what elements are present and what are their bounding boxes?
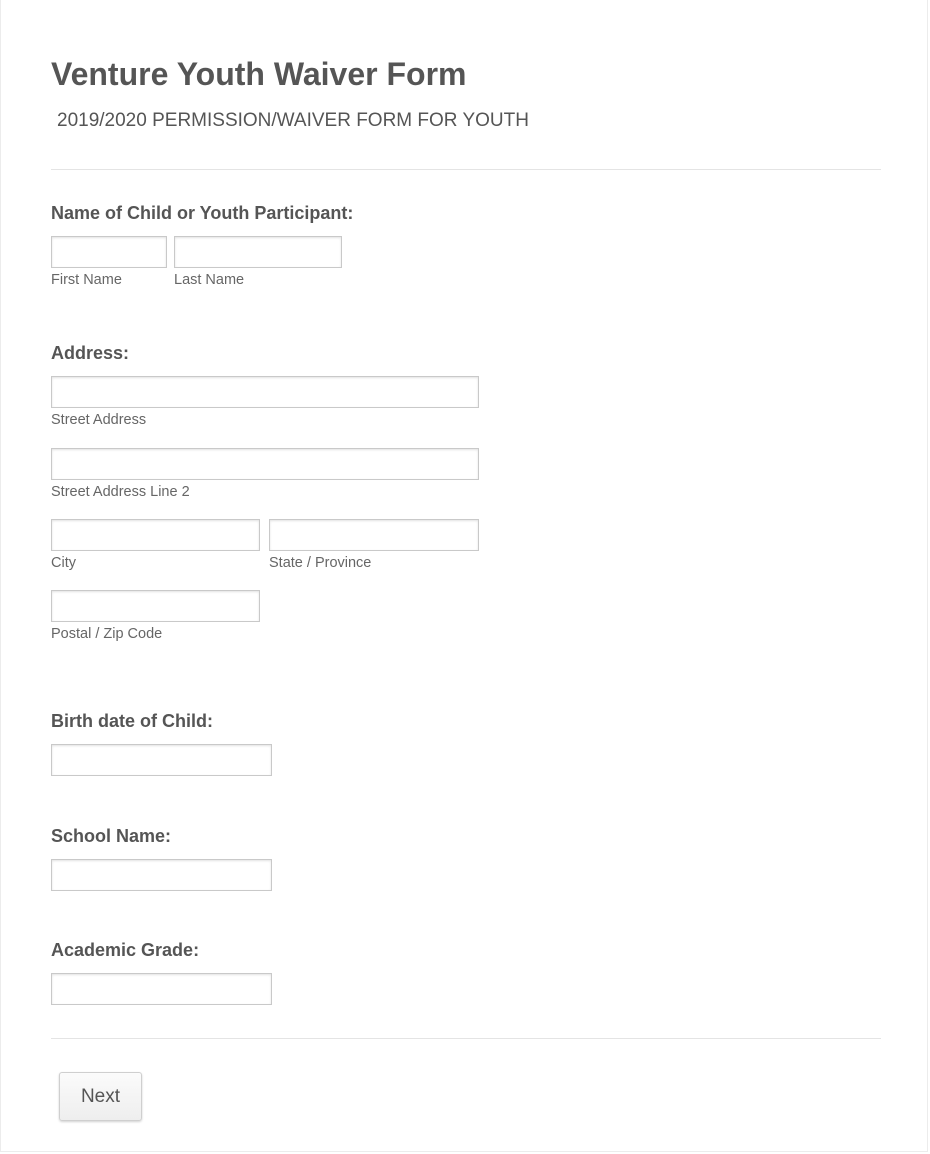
header-divider [51, 169, 881, 170]
state-province-sublabel: State / Province [269, 555, 372, 571]
next-button[interactable]: Next [59, 1072, 142, 1121]
street-address-line2-input[interactable] [51, 448, 479, 480]
first-name-input[interactable] [51, 236, 167, 268]
form-subtitle: 2019/2020 PERMISSION/WAIVER FORM FOR YOUTH [57, 110, 529, 131]
participant-name-label: Name of Child or Youth Participant: [51, 203, 354, 223]
birth-date-label: Birth date of Child: [51, 711, 213, 731]
academic-grade-label: Academic Grade: [51, 940, 200, 960]
state-province-input[interactable] [269, 519, 479, 551]
school-name-label: School Name: [51, 826, 172, 846]
address-label: Address: [51, 343, 130, 363]
school-name-input[interactable] [51, 859, 272, 891]
form-title: Venture Youth Waiver Form [51, 56, 467, 92]
birth-date-input[interactable] [51, 744, 272, 776]
last-name-input[interactable] [174, 236, 342, 268]
first-name-sublabel: First Name [51, 272, 122, 288]
postal-code-sublabel: Postal / Zip Code [51, 626, 163, 642]
street-address-sublabel: Street Address [51, 412, 147, 428]
city-input[interactable] [51, 519, 260, 551]
footer-divider [51, 1038, 881, 1039]
last-name-sublabel: Last Name [174, 272, 245, 288]
postal-code-input[interactable] [51, 590, 260, 622]
street-address-input[interactable] [51, 376, 479, 408]
city-sublabel: City [51, 555, 76, 571]
academic-grade-input[interactable] [51, 973, 272, 1005]
street-address-line2-sublabel: Street Address Line 2 [51, 484, 190, 500]
